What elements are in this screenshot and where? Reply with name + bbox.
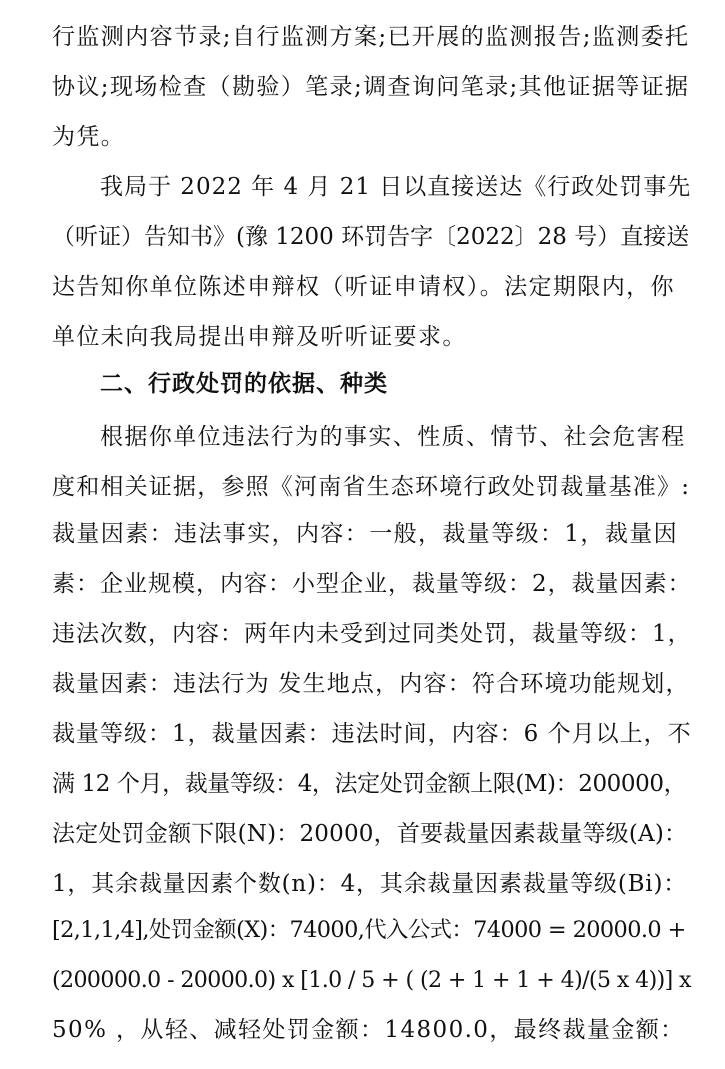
text-line: （听证）告知书》(豫 1200 环罚告字〔2022〕28 号）直接送 xyxy=(52,224,690,250)
text-line: 违法次数，内容：两年内未受到过同类处罚，裁量等级：1， xyxy=(52,621,692,647)
text-line: 为凭。 xyxy=(52,124,126,150)
text-line: 达告知你单位陈述申辩权（听证申请权）。法定期限内，你 xyxy=(52,274,675,300)
text-line: 度和相关证据，参照《河南省生态环境行政处罚裁量基准》: xyxy=(52,474,691,500)
text-line: 素：企业规模，内容：小型企业，裁量等级：2，裁量因素： xyxy=(52,571,692,597)
text-line: [2,1,1,4],处罚金额(X)：74000,代入公式：74000 = 20000.0 + xyxy=(52,917,686,943)
text-line: 法定处罚金额下限(N)：20000，首要裁量因素裁量等级(A)： xyxy=(52,821,688,847)
text-line: 满 12 个月，裁量等级：4，法定处罚金额上限(M)：200000， xyxy=(52,771,687,797)
text-line: 行监测内容节录;自行监测方案;已开展的监测报告;监测委托 xyxy=(52,24,690,50)
section-heading: 二、行政处罚的依据、种类 xyxy=(100,371,388,397)
paragraph-first-line: 根据你单位违法行为的事实、性质、情节、社会危害程 xyxy=(100,424,686,450)
text-line: 协议;现场检查（勘验）笔录;调查询问笔录;其他证据等证据 xyxy=(52,74,690,100)
text-line: 裁量因素：违法行为 发生地点，内容：符合环境功能规划， xyxy=(52,671,690,697)
text-line: (200000.0 - 20000.0) x [1.0 / 5 + ( (2 + 1 + 1 + 4)/(5 x 4))] x xyxy=(52,967,691,993)
paragraph-first-line: 我局于 2022 年 4 月 21 日以直接送达《行政处罚事先 xyxy=(100,174,692,200)
text-line: 单位未向我局提出申辩及听听证要求。 xyxy=(52,324,467,350)
text-line: 裁量因素：违法事实，内容：一般，裁量等级：1，裁量因 xyxy=(52,521,679,547)
text-line: 1，其余裁量因素个数(n)：4，其余裁量因素裁量等级(Bi)： xyxy=(52,871,688,897)
text-line: 裁量等级：1，裁量因素：违法时间，内容：6 个月以上，不 xyxy=(52,721,692,747)
text-line: 50% ，从轻、减轻处罚金额：14800.0，最终裁量金额： xyxy=(52,1017,685,1043)
